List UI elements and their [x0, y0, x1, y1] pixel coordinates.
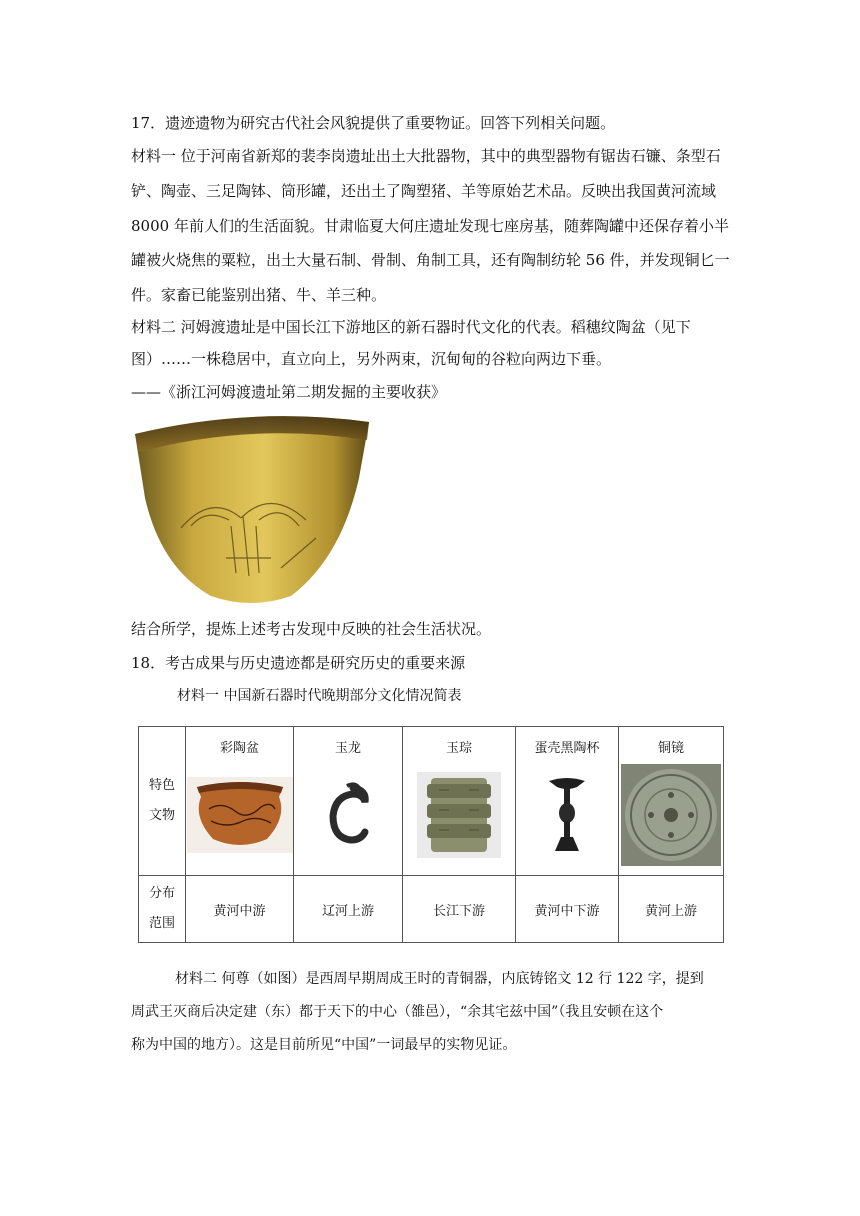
jade-cong-icon [417, 772, 501, 858]
eggshell-black-pottery-cup-icon [547, 775, 587, 855]
artifact-cell [294, 727, 403, 876]
text-line: 周武王灭商后决定建（东）都于天下的中心（雒邑），“余其宅兹中国”（我且安顿在这个 [131, 1004, 664, 1020]
region-cell: 黄河中游 [186, 876, 294, 943]
artifact-cell [619, 727, 724, 876]
row-head-line: 分布 [148, 886, 175, 901]
region-cell: 黄河中下游 [516, 876, 619, 943]
text-line: 材料二 河姆渡遗址是中国长江下游地区的新石器时代文化的代表。稻穗纹陶盆（见下 [131, 318, 691, 336]
artifact-name: 彩陶盆 [219, 741, 259, 756]
text-line: 材料二 何尊（如图）是西周早期周成王时的青铜器，内底铸铭文 12 行 122 字，提到 [175, 971, 704, 987]
source-citation: ——《浙江河姆渡遗址第二期发掘的主要收获》 [131, 383, 447, 401]
text-line: 图）……一株稳居中，直立向上，另外两束，沉甸甸的谷粒向两边下垂。 [131, 350, 612, 368]
q17-stem: 17．遗迹遗物为研究古代社会风貌提供了重要物证。回答下列相关问题。 [131, 114, 616, 132]
painted-pottery-basin-icon [187, 777, 293, 853]
row-head-line: 特色 [148, 778, 175, 793]
row-head-artifacts [139, 727, 186, 876]
text-line: 罐被火烧焦的粟粒，出土大量石制、骨制、角制工具，还有陶制纺轮 56 件，并发现铜匕一 [131, 251, 730, 269]
jade-dragon-icon [323, 780, 373, 850]
text-line: 件。家畜已能鉴别出猪、牛、羊三种。 [131, 286, 387, 304]
culture-table [138, 726, 724, 943]
artifact-name: 蛋壳黑陶杯 [534, 741, 600, 756]
q18-stem: 18．考古成果与历史遗迹都是研究历史的重要来源 [131, 654, 466, 672]
artifact-name: 铜镜 [657, 741, 684, 756]
table-caption: 材料一 中国新石器时代晚期部分文化情况简表 [177, 688, 462, 704]
artifact-name: 玉龙 [334, 741, 361, 756]
region-cell: 黄河上游 [619, 876, 724, 943]
rice-pattern-pottery-basin-photo [131, 408, 372, 608]
artifact-cell [403, 727, 516, 876]
region-cell: 长江下游 [403, 876, 516, 943]
artifact-cell [516, 727, 619, 876]
row-head-line: 范围 [148, 916, 175, 931]
artifact-name: 玉琮 [445, 741, 472, 756]
row-head-distribution [139, 876, 186, 943]
text-line: 称为中国的地方）。这是目前所见“中国”一词最早的实物见证。 [131, 1037, 517, 1053]
row-head-line: 文物 [148, 808, 175, 823]
artifact-cell [186, 727, 294, 876]
region-cell: 辽河上游 [294, 876, 403, 943]
text-line: 8000 年前人们的生活面貌。甘肃临夏大何庄遗址发现七座房基，随葬陶罐中还保存着小半 [131, 217, 729, 235]
text-line: 材料一 位于河南省新郑的裴李岗遗址出土大批器物，其中的典型器物有锯齿石镰、条型石 [131, 147, 721, 165]
bronze-mirror-icon [621, 764, 721, 866]
text-line: 铲、陶壶、三足陶钵、筒形罐，还出土了陶塑猪、羊等原始艺术品。反映出我国黄河流域 [131, 182, 717, 200]
q17-question: 结合所学，提炼上述考古发现中反映的社会生活状况。 [131, 620, 492, 638]
